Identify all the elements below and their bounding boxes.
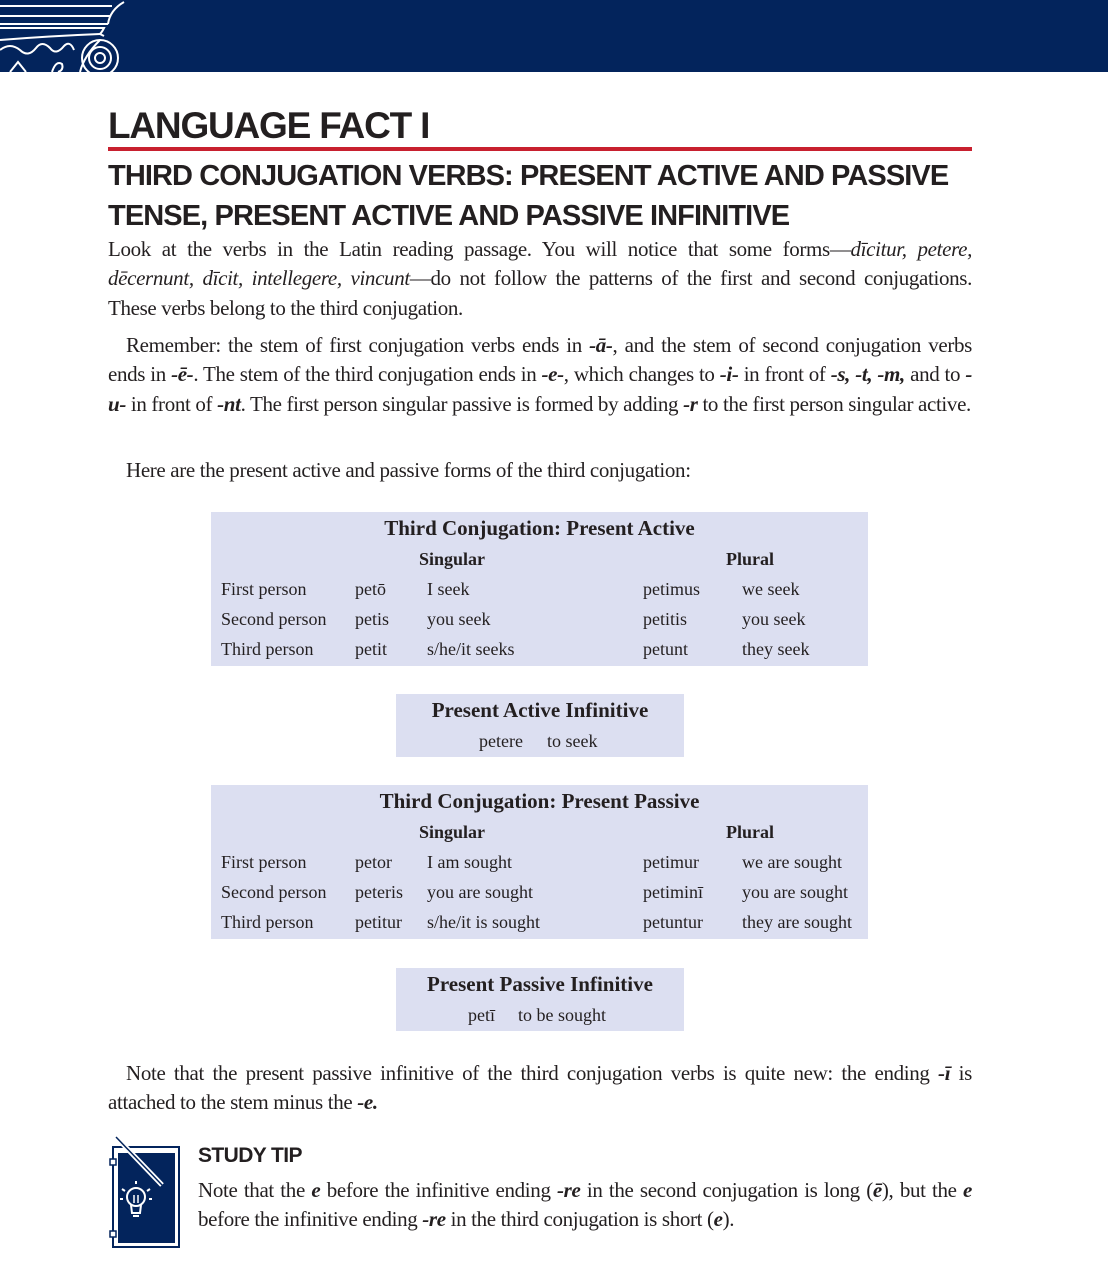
stem-text: . The first person singular passive is formed by adding <box>240 391 684 416</box>
present-active-infinitive-box <box>396 694 684 757</box>
tip-text: in the second conjugation is long ( <box>580 1178 873 1202</box>
person-cell: Third person <box>221 912 314 932</box>
stem-ending: -e- <box>541 362 564 387</box>
stem-ending: -ā- <box>589 333 613 357</box>
intro-examples: dīcitur, petere, dēcernunt, dīcit, intellegere, vincunt <box>108 237 972 291</box>
stem-text: in front of <box>738 362 831 387</box>
note-text: is attached to the stem minus the <box>108 1061 972 1115</box>
singular-meaning-cell: s/he/it is sought <box>427 912 541 932</box>
infinitive-title: Present Active Infinitive <box>431 698 649 722</box>
plural-form-cell: petitis <box>643 609 687 629</box>
tip-text: before the infinitive ending <box>320 1178 557 1202</box>
person-cell: Third person <box>221 639 314 659</box>
intro-text-b: —do not follow the patterns of the first and second conjugations. These verbs belong to the third conjugation. <box>108 266 972 320</box>
tip-text: in the third conjugation is short ( <box>445 1207 714 1232</box>
stem-text: and to <box>904 362 966 387</box>
passive-infinitive-note <box>108 1059 972 1118</box>
tip-text: before the infinitive ending <box>198 1207 423 1232</box>
tip-text: ), but the <box>881 1178 964 1202</box>
tip-emphasis: ē <box>872 1178 882 1202</box>
header-banner <box>0 0 1108 72</box>
singular-meaning-cell: I am sought <box>427 852 512 872</box>
note-ending: -e. <box>357 1090 378 1115</box>
forms-intro-paragraph: Here are the present active and passive forms of the third conjugation: <box>126 458 691 482</box>
infinitive-form: petī <box>468 1005 495 1025</box>
person-cell: First person <box>221 852 307 872</box>
section-title: LANGUAGE FACT I <box>108 105 430 146</box>
singular-form-cell: peteris <box>355 882 403 902</box>
infinitive-meaning: to be sought <box>518 1005 606 1025</box>
plural-form-cell: petiminī <box>643 882 703 902</box>
stem-text: , which changes to <box>563 362 720 387</box>
stem-ending: -nt <box>217 391 241 416</box>
stem-ending: -i- <box>719 362 739 387</box>
plural-meaning-cell: they seek <box>742 639 810 659</box>
stem-text: in front of <box>125 391 218 416</box>
tip-emphasis: e <box>713 1207 723 1232</box>
title-divider <box>108 147 972 151</box>
plural-form-cell: petuntur <box>643 912 703 932</box>
singular-form-cell: petor <box>355 852 392 872</box>
intro-text-a: Look at the verbs in the Latin reading passage. You will notice that some forms— <box>108 237 851 261</box>
infinitive-meaning: to seek <box>547 731 598 751</box>
lightbulb-scroll-icon <box>108 1133 182 1249</box>
plural-form-cell: petimur <box>643 852 699 872</box>
singular-header: Singular <box>419 822 486 842</box>
tip-emphasis: e <box>311 1178 321 1202</box>
section-subtitle: THIRD CONJUGATION VERBS: PRESENT ACTIVE AND PASSIVE TENSE, PRESENT ACTIVE AND PASSIVE INFINITIVE <box>108 160 949 232</box>
tip-emphasis: -re <box>422 1207 446 1232</box>
plural-meaning-cell: you seek <box>742 609 806 629</box>
stem-ending: -r <box>683 391 698 416</box>
stem-text: to the first person singular active. <box>697 391 971 416</box>
study-tip-text <box>198 1176 972 1235</box>
stem-ending: -u- <box>108 362 972 416</box>
tip-text: Note that the <box>198 1178 312 1202</box>
present-active-table <box>211 512 868 666</box>
present-passive-table <box>211 785 868 939</box>
infinitive-form: petere <box>479 731 523 751</box>
plural-meaning-cell: we seek <box>742 579 800 599</box>
table-title: Third Conjugation: Present Active <box>384 516 695 540</box>
study-tip-title: STUDY TIP <box>198 1144 302 1167</box>
singular-form-cell: petis <box>355 609 389 629</box>
present-passive-infinitive-box <box>396 968 684 1031</box>
person-cell: First person <box>221 579 307 599</box>
person-cell: Second person <box>221 882 327 902</box>
ionic-column-capital-icon <box>0 0 130 72</box>
stem-ending: -s, -t, -m, <box>830 362 905 387</box>
singular-header: Singular <box>419 549 486 569</box>
note-text: Note that the present passive infinitive of the third conjugation verbs is quite new: the ending <box>126 1061 939 1085</box>
singular-form-cell: petitur <box>355 912 402 932</box>
stem-paragraph <box>108 331 972 419</box>
plural-meaning-cell: you are sought <box>742 882 848 902</box>
stem-text: , and the stem of second conjugation verbs ends in <box>108 333 972 387</box>
plural-form-cell: petunt <box>643 639 688 659</box>
infinitive-title: Present Passive Infinitive <box>427 972 653 996</box>
tip-emphasis: e <box>963 1178 972 1202</box>
tip-emphasis: -re <box>557 1178 581 1202</box>
plural-form-cell: petimus <box>643 579 700 599</box>
singular-meaning-cell: I seek <box>427 579 470 599</box>
singular-meaning-cell: you seek <box>427 609 491 629</box>
plural-meaning-cell: we are sought <box>742 852 842 872</box>
singular-form-cell: petit <box>355 639 387 659</box>
plural-meaning-cell: they are sought <box>742 912 852 932</box>
stem-text: Remember: the stem of first conjugation verbs ends in <box>126 333 590 357</box>
intro-paragraph <box>108 235 972 323</box>
table-title: Third Conjugation: Present Passive <box>379 789 700 813</box>
singular-meaning-cell: you are sought <box>427 882 533 902</box>
person-cell: Second person <box>221 609 327 629</box>
stem-text: . The stem of the third conjugation ends in <box>193 362 542 387</box>
plural-header: Plural <box>726 549 774 569</box>
singular-meaning-cell: s/he/it seeks <box>427 639 515 659</box>
note-ending: -ī <box>938 1061 951 1085</box>
stem-ending: -ē- <box>171 362 194 387</box>
plural-header: Plural <box>726 822 774 842</box>
singular-form-cell: petō <box>355 579 386 599</box>
tip-text: ). <box>722 1207 735 1232</box>
